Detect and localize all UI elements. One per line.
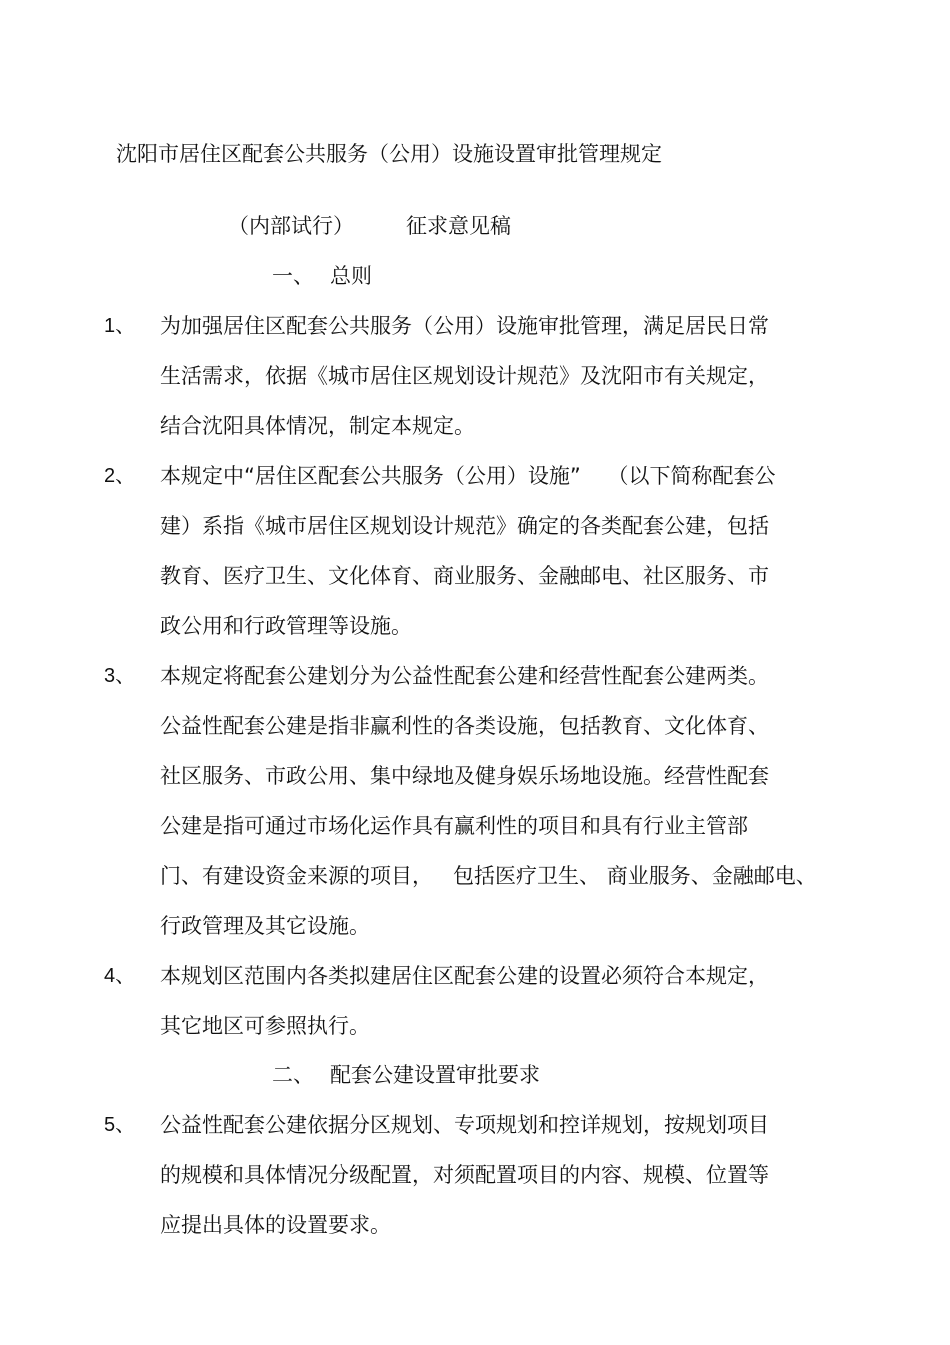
item-5-number: 5、 bbox=[104, 1114, 136, 1136]
section-2-number: 二、 bbox=[272, 1063, 314, 1087]
item-1-number: 1、 bbox=[104, 315, 136, 337]
document-subtitle-draft: 征求意见稿 bbox=[406, 214, 511, 238]
section-1-number: 一、 bbox=[272, 264, 314, 288]
item-3-number: 3、 bbox=[104, 665, 136, 687]
item-1-line-1: 为加强居住区配套公共服务（公用）设施审批管理，满足居民日常 bbox=[160, 314, 769, 338]
section-1-heading: 总则 bbox=[330, 264, 372, 288]
item-3-line-6: 行政管理及其它设施。 bbox=[160, 914, 370, 938]
item-4-number: 4、 bbox=[104, 965, 136, 987]
section-2-heading: 配套公建设置审批要求 bbox=[330, 1063, 540, 1087]
item-2-number: 2、 bbox=[104, 465, 136, 487]
item-3-line-2: 公益性配套公建是指非赢利性的各类设施，包括教育、文化体育、 bbox=[160, 714, 769, 738]
item-2-line-1: 本规定中“居住区配套公共服务（公用）设施” （以下简称配套公 bbox=[160, 464, 776, 488]
item-5-line-1: 公益性配套公建依据分区规划、专项规划和控详规划，按规划项目 bbox=[160, 1113, 769, 1137]
document-subtitle-internal: （内部试行） bbox=[228, 214, 354, 238]
item-3-line-5: 门、有建设资金来源的项目， 包括医疗卫生、 商业服务、金融邮电、 bbox=[160, 864, 817, 888]
item-3-line-1: 本规定将配套公建划分为公益性配套公建和经营性配套公建两类。 bbox=[160, 664, 769, 688]
item-5-line-2: 的规模和具体情况分级配置，对须配置项目的内容、规模、位置等 bbox=[160, 1163, 769, 1187]
item-1-line-3: 结合沈阳具体情况，制定本规定。 bbox=[160, 414, 475, 438]
item-2-line-4: 政公用和行政管理等设施。 bbox=[160, 614, 412, 638]
item-1-line-2: 生活需求，依据《城市居住区规划设计规范》及沈阳市有关规定， bbox=[160, 364, 769, 388]
item-2-line-3: 教育、医疗卫生、文化体育、商业服务、金融邮电、社区服务、市 bbox=[160, 564, 769, 588]
item-3-line-3: 社区服务、市政公用、集中绿地及健身娱乐场地设施。经营性配套 bbox=[160, 764, 769, 788]
item-5-line-3: 应提出具体的设置要求。 bbox=[160, 1213, 391, 1237]
document-title: 沈阳市居住区配套公共服务（公用）设施设置审批管理规定 bbox=[116, 142, 662, 166]
item-4-line-2: 其它地区可参照执行。 bbox=[160, 1014, 370, 1038]
item-2-line-2: 建）系指《城市居住区规划设计规范》确定的各类配套公建，包括 bbox=[160, 514, 769, 538]
item-3-line-4: 公建是指可通过市场化运作具有赢利性的项目和具有行业主管部 bbox=[160, 814, 748, 838]
item-4-line-1: 本规划区范围内各类拟建居住区配套公建的设置必须符合本规定， bbox=[160, 964, 769, 988]
